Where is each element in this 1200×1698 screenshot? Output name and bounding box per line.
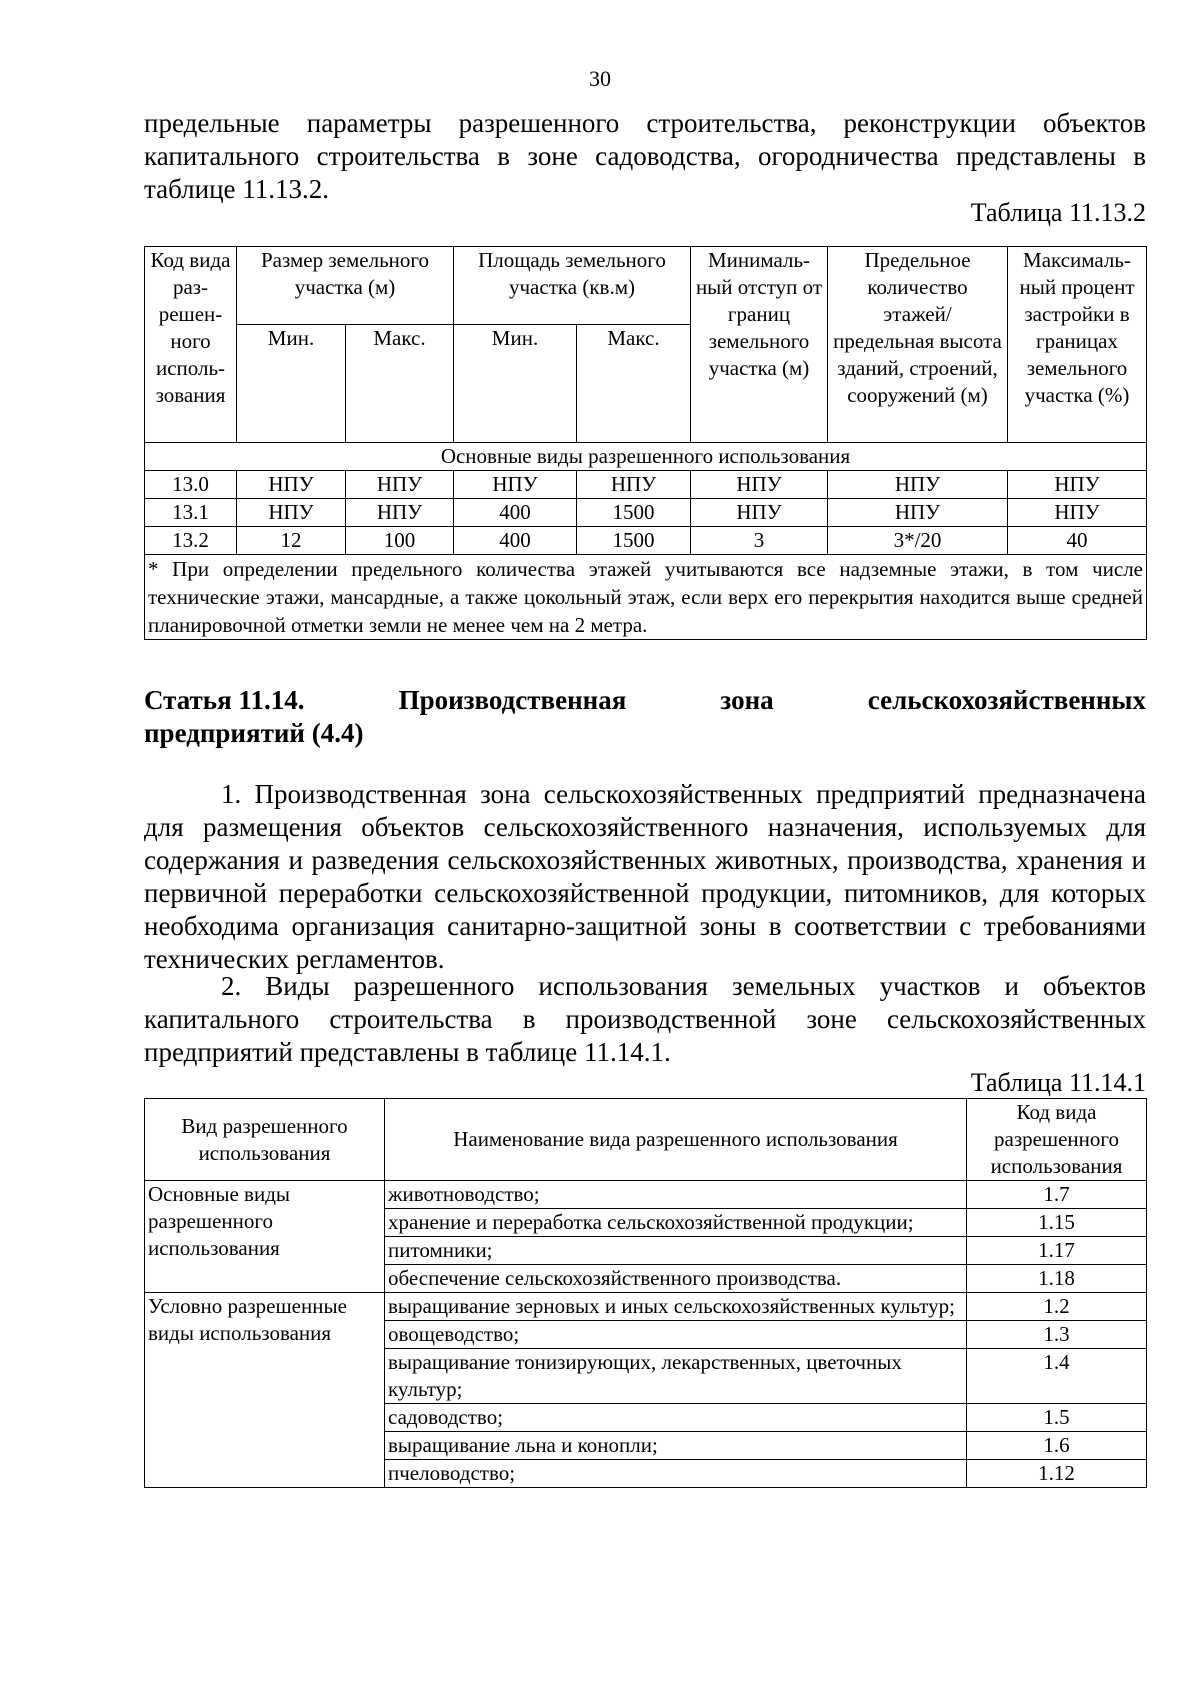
header-use-type: Вид разрешенного использования: [145, 1099, 385, 1181]
article-heading: [144, 684, 1146, 750]
cell: 12: [237, 527, 346, 555]
use-name: выращивание зерновых и иных сельскохозяйственных культур;: [385, 1293, 967, 1321]
paragraph-2: 2. Виды разрешенного использования земельных участков и объектов капитального строительства в производственной зоне сельскохозяйственных предприятий представлены в таблице 11.14.1.: [144, 971, 1146, 1067]
table-row: [145, 1181, 1147, 1209]
header-size-max: Макс.: [346, 325, 454, 443]
use-code: 1.6: [967, 1432, 1147, 1460]
intro-paragraph: предельные параметры разрешенного строительства, реконструкции объектов капитального строительства в зоне садоводства, огородничества представлены в таблице 11.13.2.: [144, 108, 1146, 204]
header-plot-area: Площадь земельного участка (кв.м): [454, 247, 691, 325]
table-row: [145, 1293, 1147, 1321]
use-code: 1.15: [967, 1209, 1147, 1237]
use-name: обеспечение сельскохозяйственного производства.: [385, 1265, 967, 1293]
cell: 1500: [577, 527, 691, 555]
cell: 13.2: [145, 527, 237, 555]
use-name: овощеводство;: [385, 1321, 967, 1349]
table-caption-11-13-2: Таблица 11.13.2: [970, 198, 1146, 227]
header-use-code: Код вида разрешенного использования: [967, 1099, 1147, 1181]
cell: НПУ: [1008, 499, 1147, 527]
page-number: 30: [589, 66, 611, 91]
table-row: [145, 471, 1147, 499]
cell: 1500: [577, 499, 691, 527]
cell: 13.0: [145, 471, 237, 499]
article-word-1: Производственная: [398, 685, 627, 715]
use-code: 1.4: [967, 1349, 1147, 1404]
table-row: [145, 527, 1147, 555]
use-name: выращивание тонизирующих, лекарственных, цветочных культур;: [385, 1349, 967, 1404]
group-label-main: Основные виды разрешенного использования: [145, 1181, 385, 1293]
use-code: 1.12: [967, 1460, 1147, 1488]
use-name: хранение и переработка сельскохозяйственной продукции;: [385, 1209, 967, 1237]
header-area-min: Мин.: [454, 325, 577, 443]
header-use-name: Наименование вида разрешенного использования: [385, 1099, 967, 1181]
cell: 100: [346, 527, 454, 555]
cell: НПУ: [237, 471, 346, 499]
article-line-2: предприятий (4.4): [144, 718, 364, 748]
cell: НПУ: [577, 471, 691, 499]
cell: 400: [454, 527, 577, 555]
cell: НПУ: [1008, 471, 1147, 499]
cell: НПУ: [346, 499, 454, 527]
use-code: 1.18: [967, 1265, 1147, 1293]
use-name: выращивание льна и конопли;: [385, 1432, 967, 1460]
use-code: 1.5: [967, 1404, 1147, 1432]
group-label-conditional: Условно разрешенные виды использования: [145, 1293, 385, 1488]
header-code: Код вида раз-решен-ного исполь-зования: [145, 247, 237, 443]
header-area-max: Макс.: [577, 325, 691, 443]
paragraph-1: 1. Производственная зона сельскохозяйственных предприятий предназначена для размещения объектов сельскохозяйственного назначения, используемых для содержания и разведения сельскохозяйственных животных, производства, хранения и первичной переработки сельскохозяйственной продукции, питомников, для которых необходима организация санитарно-защитной зоны в соответствии с требованиями технических регламентов.: [144, 779, 1146, 974]
table-row: [145, 499, 1147, 527]
cell: НПУ: [237, 499, 346, 527]
parameters-table: [144, 246, 1147, 640]
permitted-uses-table: [144, 1098, 1147, 1488]
use-name: животноводство;: [385, 1181, 967, 1209]
use-code: 1.2: [967, 1293, 1147, 1321]
article-word-2: зона: [720, 685, 774, 715]
header-coverage: Максималь-ный процент застройки в границах земельного участка (%): [1008, 247, 1147, 443]
cell: 40: [1008, 527, 1147, 555]
table-footnote: * При определении предельного количества этажей учитываются все надземные этажи, в том числе технические этажи, мансардные, а также цокольный этаж, если верх его перекрытия находится выше средней планировочной отметки земли не менее чем на 2 метра.: [145, 555, 1147, 640]
header-floors: Предельное количество этажей/ предельная высота зданий, строений, сооружений (м): [828, 247, 1008, 443]
cell: НПУ: [828, 471, 1008, 499]
use-name: пчеловодство;: [385, 1460, 967, 1488]
cell: 3*/20: [828, 527, 1008, 555]
article-word-3: сельскохозяйственных: [867, 685, 1146, 715]
header-plot-size: Размер земельного участка (м): [237, 247, 454, 325]
use-code: 1.3: [967, 1321, 1147, 1349]
section-main-uses: Основные виды разрешенного использования: [145, 443, 1147, 471]
header-size-min: Мин.: [237, 325, 346, 443]
cell: НПУ: [828, 499, 1008, 527]
use-name: питомники;: [385, 1237, 967, 1265]
cell: НПУ: [454, 471, 577, 499]
use-code: 1.17: [967, 1237, 1147, 1265]
cell: 400: [454, 499, 577, 527]
cell: НПУ: [691, 471, 828, 499]
article-number: Статья 11.14.: [144, 685, 305, 715]
cell: НПУ: [346, 471, 454, 499]
cell: НПУ: [691, 499, 828, 527]
table-caption-11-14-1: Таблица 11.14.1: [970, 1068, 1146, 1097]
use-name: садоводство;: [385, 1404, 967, 1432]
cell: 13.1: [145, 499, 237, 527]
header-setback: Минималь-ный отступ от границ земельного участка (м): [691, 247, 828, 443]
cell: 3: [691, 527, 828, 555]
use-code: 1.7: [967, 1181, 1147, 1209]
